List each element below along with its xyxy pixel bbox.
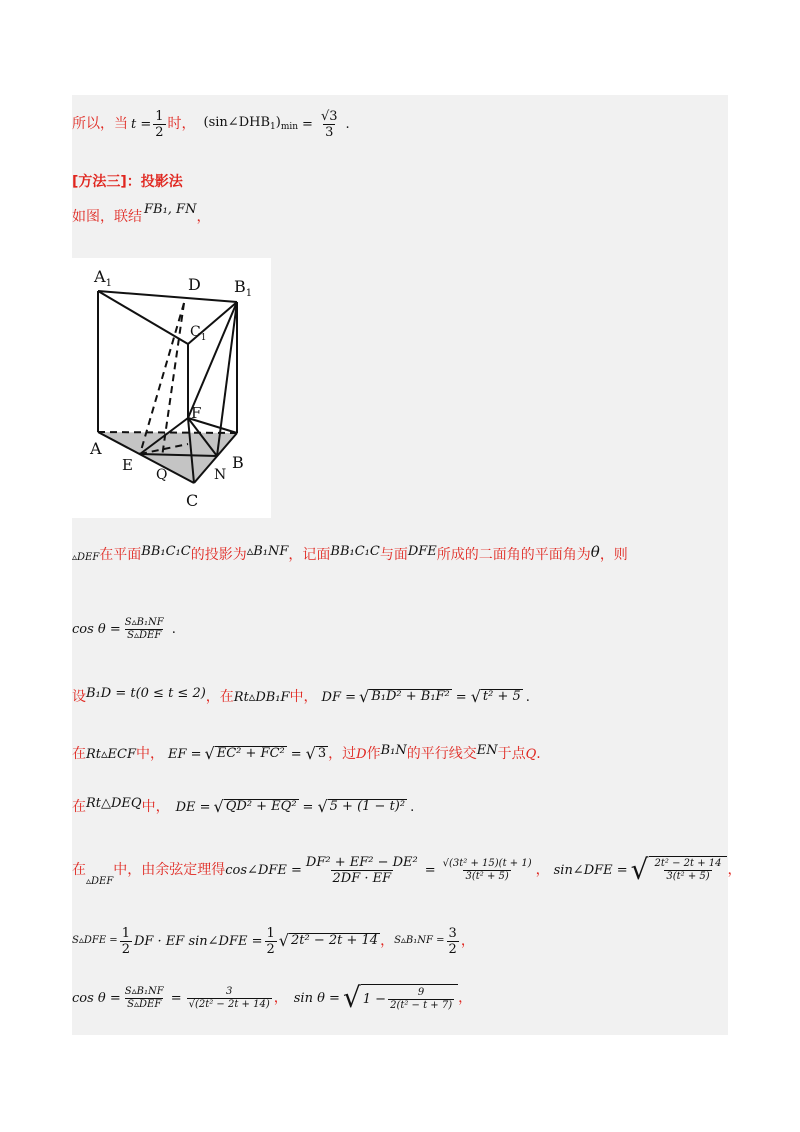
math-sin-dhb: $(\sin\angle DHB_1)_{min}$ [203,115,299,132]
label-b: B [232,453,244,472]
method-heading [72,172,183,192]
sqrt-ef: √ EC² + FC² [204,744,285,763]
text-intro: 如图，联结 [72,209,142,225]
fraction-half-a: $\frac{1}{2}$ [121,925,130,957]
intro-line: 如图，联结 FB₁, FN ， [72,201,211,225]
label-q: Q [156,467,168,483]
math-tri-b1nf: ▵B₁NF [246,543,289,559]
math-t-eq: t = [131,116,152,132]
fraction-area-ratio: $\frac{\text{S▵B₁NF}}{\text{S▵DEF}}$ [124,616,164,641]
math-sin-theta: sin θ = [293,990,340,1006]
fraction-cos-rule: $\frac{\text{DF² + EF² − DE²}}{2DF \cdot EF}$ [305,854,418,886]
sqrt-de: √ QD² + EQ² [213,797,297,816]
projection-line: ▵DEF 在平面 BB₁C₁C 的投影为 ▵B₁NF ，记面 BB₁C₁C 与面 DFE 所成的二面角的平面角为 θ ，则 [72,542,628,563]
label-n: N [214,467,227,483]
math-cos-dfe: cos∠DFE = [225,862,302,878]
sqrt-sin-theta: √ 1 − $\frac{9}{\text{2(t² − t + 7)}}$ [343,984,458,1012]
math-rt-db1f: Rt▵DB₁F [233,689,290,705]
label-f: F [191,404,202,422]
df-length-line: 设 B₁D = t(0 ≤ t ≤ 2) ，在 Rt▵DB₁F 中， DF = √ B₁D² + B₁F² = √ t² + 5 . [72,685,530,706]
math-tri-def: ▵DEF [72,552,100,563]
math-tri-def-2: ▵DEF [86,876,114,887]
fraction-half-b: $\frac{1}{2}$ [266,925,275,957]
conclusion-line [72,101,350,147]
sqrt-5-plus: √ 5 + (1 − t)² [317,797,406,816]
math-de: DE = [175,799,211,815]
de-length-line: 在 Rt△DEQ 中， DE = √ QD² + EQ² = √ 5 + (1 − t)² . [72,795,415,816]
period: . [345,116,350,132]
math-rt-ecf: Rt▵ECF [86,746,136,762]
ef-length-line: 在 Rt▵ECF 中， EF = √ EC² + FC² = √ 3 ，过 D 作 B₁N 的平行线交 EN 于点 Q . [72,742,541,763]
math-ef: EF = [168,746,202,762]
text-prefix: 所以，当 [72,116,128,132]
label-e: E [122,456,133,474]
fraction-three-halves: $\frac{3}{2}$ [448,925,457,957]
fraction-root3-over-3: $\frac{√3}{3}$ [320,108,338,140]
math-rt-deq: Rt△DEQ [86,795,142,811]
cosine-rule-line: 在 ▵DEF 中，由余弦定理得 cos∠DFE = $\frac{\text{DF² + EF² − DE²}}{2DF \cdot EF}$ = $\frac{\text{√(3t² + 15)(t + 1)}}{\text{3(t² + 5)}}$ ， sin∠DFE = √ $\frac{\text{2t² − 2t + 14}}{\text{3(t² + 5)}}$ ， [72,853,742,887]
label-a1: $A_1$ [94,267,112,289]
math-fb1-fn: FB₁, FN [144,201,197,217]
math-plane-bb1c1c-2: BB₁C₁C [330,543,380,559]
prism-diagram [72,258,271,518]
math-s-b1nf: S▵B₁NF = [394,935,445,946]
fraction-cos-theta-value: $\frac{3}{\text{√(2t² − 2t + 14)}}$ [188,985,270,1010]
sqrt-df: √ B₁D² + B₁F² [359,687,450,706]
math-eq: = [302,116,313,132]
cos-theta-def-line: cos θ = $\frac{\text{S▵B₁NF}}{\text{S▵DEF}}$ . [72,616,176,641]
label-c1: $C_1$ [190,324,207,343]
method-title: [方法三]：投影法 [72,174,183,190]
math-b1d-range: B₁D = t(0 ≤ t ≤ 2) [86,685,206,701]
math-b1n: B₁N [380,742,407,758]
sqrt-area: √ 2t² − 2t + 14 [278,931,379,950]
math-cos-theta: cos θ = [72,621,121,637]
content-panel [72,95,742,1035]
text-when: 时， [167,116,196,132]
sqrt-t2-plus-5: √ t² + 5 [470,687,521,706]
sqrt-3: √ 3 [305,744,327,763]
math-cos-theta-2: cos θ = [72,990,121,1006]
fraction-area-ratio-2: $\frac{\text{S▵B₁NF}}{\text{S▵DEF}}$ [124,985,164,1010]
math-df: DF = [321,689,357,705]
math-plane-dfe: DFE [407,543,437,559]
label-a: A [90,439,102,458]
fraction-half: $\frac{1}{2}$ [155,108,164,140]
label-c: C [186,491,199,510]
theta-result-line: cos θ = $\frac{\text{S▵B₁NF}}{\text{S▵DEF}}$ = $\frac{3}{\text{√(2t² − 2t + 14)}}$ ， sin θ = √ 1 − $\frac{9}{\text{2(t² − t + 7)}}$ ， [72,981,473,1014]
fraction-cos-value: $\frac{\text{√(3t² + 15)(t + 1)}}{\text{3(t² + 5)}}$ [442,857,532,882]
label-d: D [188,275,201,294]
area-line: S▵DFE = $\frac{1}{2}$ DF · EF sin∠DFE = $\frac{1}{2}$ √ 2t² − 2t + 14 ， S▵B₁NF = $\frac{3}{2}$ ， [72,925,475,957]
math-s-dfe: S▵DFE = [72,935,118,946]
math-sin-dfe: sin∠DFE = [553,862,628,878]
math-en: EN [476,742,498,758]
sqrt-sin-dfe: √ $\frac{\text{2t² − 2t + 14}}{\text{3(t² + 5)}}$ [631,856,728,884]
math-theta: θ [590,542,600,561]
math-plane-bb1c1c: BB₁C₁C [141,543,191,559]
prism-figure [72,258,271,518]
label-b1: $B_1$ [234,277,253,299]
